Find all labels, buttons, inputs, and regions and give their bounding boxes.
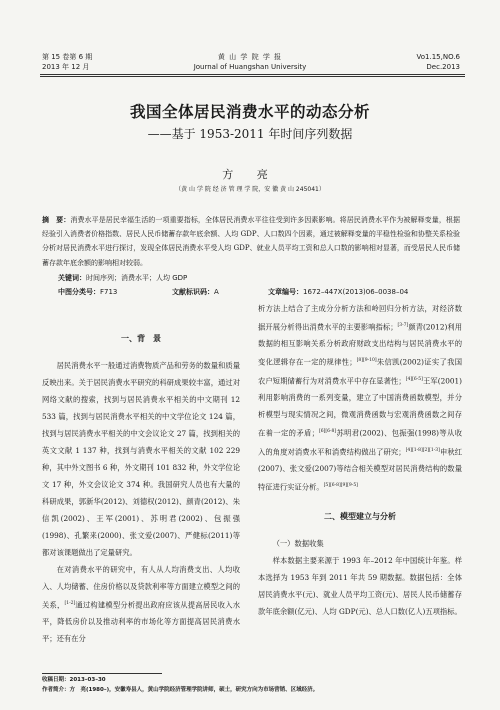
- citation: [4][1-8][2][1-3]: [405, 447, 440, 453]
- keywords-line: [58, 272, 187, 284]
- section-heading-background: 一、背 景: [121, 333, 161, 343]
- footnote-rule: [42, 673, 162, 674]
- received-date: 收稿日期：2013–03–30: [42, 677, 106, 683]
- clc-label: 中图分类号：: [58, 288, 100, 296]
- clc-line: [58, 286, 117, 298]
- author-note: 作者简介：方 亮(1980–)，安徽寿县人，黄山学院经济管理学院讲师，硕士，研究方向为市场营销、区域经济。: [42, 687, 319, 693]
- abstract-text: 消费水平是居民幸福生活的一项重要指标，全体居民消费水平往往受到许多因素影响。将居民消费水平作为被解释变量，根据经验引入消费者价格指数、居民人民币储蓄存款年底余额、人均 GDP、人口数四个因素，通过被解释变量的平稳性检验和协整关系检验分析对居民消费水平进行探讨，发现全体居民消费水平受人均 GDP、就业人员平均工资和总人口数的影响相对显著，而受居民人民币储蓄存款年底余额的影响相对较弱。: [42, 216, 461, 267]
- subsection-heading: （一）数据收集: [272, 538, 324, 548]
- doccode-label: 文献标识码：: [172, 288, 214, 296]
- paragraph: 析方法上结合了主成分分析方法和岭回归分析方法，对经济数据开展分析得出消费水平的主要影响指标；[3-7]颜青(2012)利用数据的相互影响关系分析政府财政支出结构与居民消费水平的变化逻辑存在一定的规律性；[8][9-10]朱信凯(2002)证实了我国农户短期储蓄行为对消费水平中存在显著性；[4][6-5]王军(2001)利用影响消费的一系列变量，建立了中国消费函数模型，并分析模型与现实情况之间，微观消费函数与宏观消费函数之间存在着一定的矛盾；[6][6-8]苏明君(2002)、包振强(1998)等从收入的角度对消费水平和消费结构做出了研究；[4][1-8][2][1-3]申秋红(2007)、张文爱(2007)等结合相关模型对居民消费结构的数量特征进行实证分析。[5][6-8][9][9-5]: [258, 304, 463, 492]
- citation: [8][9-10]: [356, 358, 377, 364]
- clc-code: F713: [100, 288, 118, 296]
- section-heading-model: 二、模型建立与分析: [324, 510, 396, 521]
- abstract: [42, 213, 460, 270]
- publication-date-en: Dec.2013: [426, 63, 460, 71]
- journal-name-cn: 黄 山 学 院 学 报: [217, 53, 283, 61]
- keywords-label: 关键词：: [58, 274, 86, 282]
- author-name: 方 亮: [222, 168, 278, 181]
- paragraph: 样本数据主要来源于 1993 年–2012 年中国统计年鉴。样本选择为 1953 年到 2011 年共 59 期数据。数据包括：全体居民消费水平(元)、就业人员平均工资(元)、居民人民币储蓄存款年底余额(亿元)、人均 GDP(元)、总人口数(亿人)五项指标。: [258, 555, 462, 616]
- journal-name-en: Journal of Huangshan University: [193, 63, 307, 71]
- articleno-line: [268, 286, 408, 298]
- header-rule-thin: [40, 76, 465, 77]
- doccode-line: [172, 286, 219, 298]
- citation: [3-7]: [397, 323, 409, 328]
- publication-date: 2013 年 12 月: [42, 63, 90, 71]
- citation: [4][6-5]: [405, 376, 423, 382]
- abstract-label: 摘 要：: [42, 215, 71, 224]
- right-column: [258, 300, 462, 620]
- articleno: 1672–447X(2013)06–0038–04: [303, 288, 409, 296]
- citation: [6][6-8]: [318, 429, 337, 435]
- header-rule: [40, 74, 465, 75]
- volume-issue: 第 15 卷第 6 期: [42, 53, 93, 61]
- paragraph: 在对消费水平的研究中，有人从人均消费支出、人均收入、人均储蓄、住房价格以及贷款利率等方面建立模型之间的关系，[1-2]通过构建模型分析提出政府应该从提高居民收入水平，降低房价以及推动利率的市场化等方面提高居民消费水平；还有在分: [42, 565, 240, 644]
- citation: [5][6-8][9][9-5]: [323, 483, 358, 489]
- articleno-label: 文章编号：: [268, 288, 303, 296]
- footnote: [42, 675, 462, 695]
- paragraph: 居民消费水平一般通过消费物质产品和劳务的数量和质量反映出来。关于居民消费水平研究的科研成果较丰富，通过对网络文献的搜索，找到与居民消费水平相关的中文期刊 12 533 篇，找到与居民消费水平相关的中文学位论文 124 篇，找到与居民消费水平相关的中文会议论文 27 篇，找到相关的英文文献 1 137 种，找到与消费水平相关的文献 102 229 种，其中外文图书 6 种，外文期刊 101 832 种，外文学位论文 17 种，外文会议论文 374 种。我国研究人员也有大量的科研成果，郭新华(2012)、刘德权(2012)、颜青(2012)、朱信凯(2002)、王军(2001)、苏明君(2002)、包振强(1998)、孔繁来(2000)、张文爱(2007)、严健标(2011)等都对该课题做出了定量研究。: [42, 361, 240, 557]
- left-column: [42, 330, 240, 647]
- citation: [1-2]: [64, 601, 76, 606]
- doccode: A: [214, 288, 219, 296]
- keywords: 时间序列；消费水平；人均 GDP: [86, 274, 188, 282]
- article-subtitle: ——基于 1953-2011 年时间序列数据: [147, 127, 353, 141]
- article-title: 我国全体居民消费水平的动态分析: [129, 103, 370, 121]
- author-affiliation: （黄 山 学 院 经 济 管 理 学 院，安 徽 黄 山 245041）: [175, 186, 325, 193]
- volume-issue-en: Vo1.15,NO.6: [416, 53, 460, 61]
